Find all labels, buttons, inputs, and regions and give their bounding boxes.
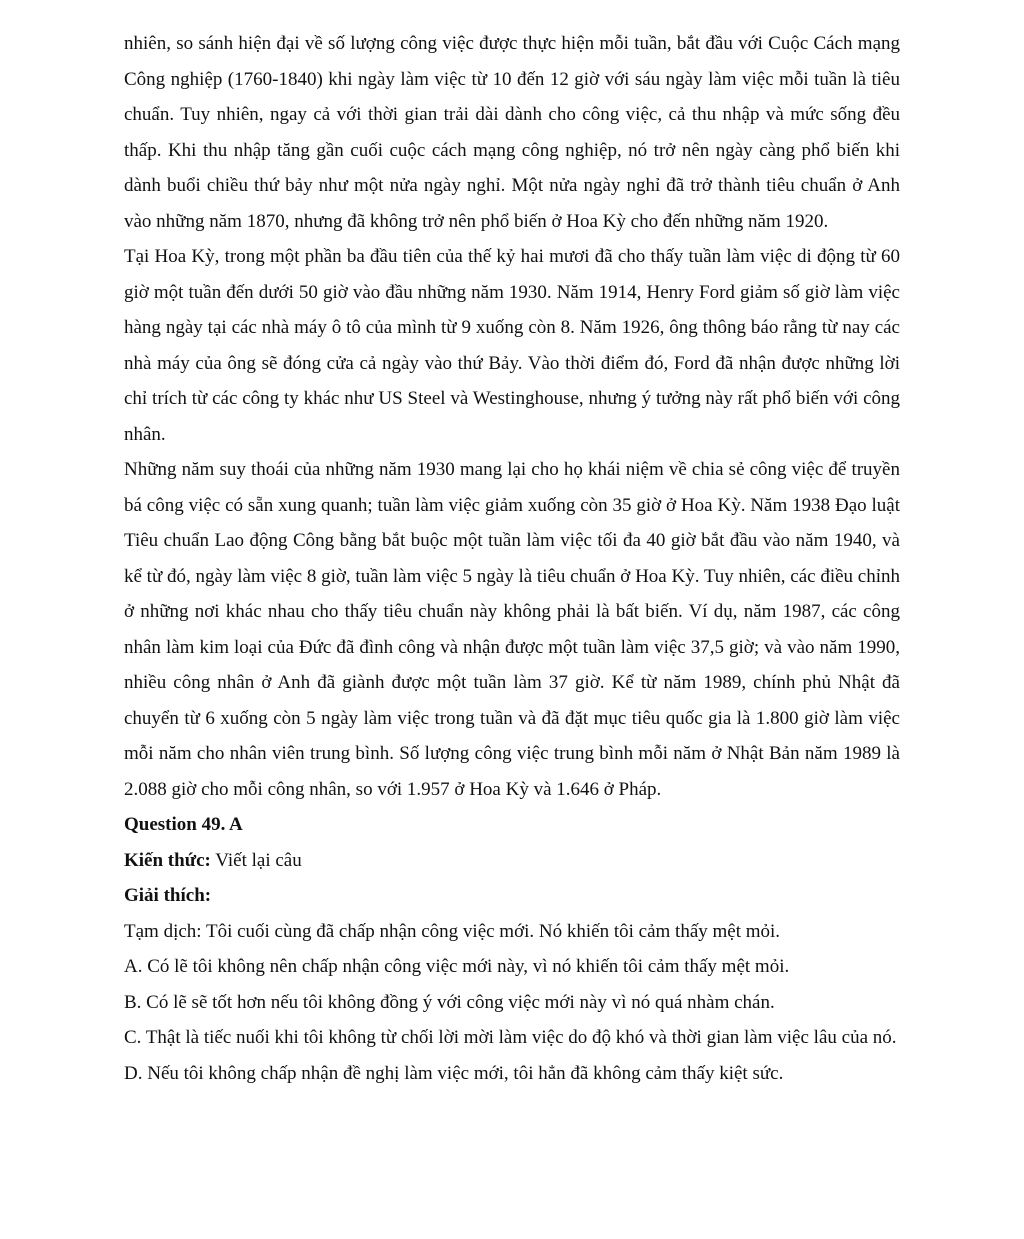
knowledge-line: [124, 843, 900, 879]
question-heading: Question 49. A: [124, 814, 243, 835]
option-a: A. Có lẽ tôi không nên chấp nhận công việc mới này, vì nó khiến tôi cảm thấy mệt mỏi.: [124, 956, 790, 977]
document-page: [124, 26, 900, 1091]
knowledge-label: Kiến thức:: [124, 849, 211, 871]
explain-label: Giải thích:: [124, 885, 212, 906]
paragraph-1: nhiên, so sánh hiện đại về số lượng công việc được thực hiện mỗi tuần, bắt đầu với Cuộc Cách mạng Công nghiệp (1760-1840) khi ngày làm việc từ 10 đến 12 giờ với sáu ngày làm việc mỗi tuần là tiêu chuẩn. Tuy nhiên, ngay cả với thời gian trải dài dành cho công việc, cả thu nhập và mức sống đều thấp. Khi thu nhập tăng gần cuối cuộc cách mạng công nghiệp, nó trở nên ngày càng phổ biến khi dành buổi chiều thứ bảy như một nửa ngày nghỉ. Một nửa ngày nghỉ đã trở thành tiêu chuẩn ở Anh vào những năm 1870, nhưng đã không trở nên phổ biến ở Hoa Kỳ cho đến những năm 1920.: [124, 33, 900, 232]
option-d: D. Nếu tôi không chấp nhận đề nghị làm việc mới, tôi hẳn đã không cảm thấy kiệt sức.: [124, 1062, 784, 1084]
option-b: B. Có lẽ sẽ tốt hơn nếu tôi không đồng ý với công việc mới này vì nó quá nhàm chán.: [124, 991, 775, 1013]
knowledge-value: Viết lại câu: [210, 849, 302, 871]
translation-line: Tạm dịch: Tôi cuối cùng đã chấp nhận công việc mới. Nó khiến tôi cảm thấy mệt mỏi.: [124, 920, 781, 942]
paragraph-2: Tại Hoa Kỳ, trong một phần ba đầu tiên của thế kỷ hai mươi đã cho thấy tuần làm việc di động từ 60 giờ một tuần đến dưới 50 giờ vào đầu những năm 1930. Năm 1914, Henry Ford giảm số giờ làm việc hàng ngày tại các nhà máy ô tô của mình từ 9 xuống còn 8. Năm 1926, ông thông báo rằng từ nay các nhà máy của ông sẽ đóng cửa cả ngày vào thứ Bảy. Vào thời điểm đó, Ford đã nhận được những lời chỉ trích từ các công ty khác như US Steel và Westinghouse, nhưng ý tưởng này rất phổ biến với công nhân.: [124, 246, 900, 445]
option-c: C. Thật là tiếc nuối khi tôi không từ chối lời mời làm việc do độ khó và thời gian làm việc lâu của nó.: [124, 1027, 897, 1048]
paragraph-3: Những năm suy thoái của những năm 1930 mang lại cho họ khái niệm về chia sẻ công việc để truyền bá công việc có sẵn xung quanh; tuần làm việc giảm xuống còn 35 giờ ở Hoa Kỳ. Năm 1938 Đạo luật Tiêu chuẩn Lao động Công bằng bắt buộc một tuần làm việc tối đa 40 giờ bắt đầu vào năm 1940, và kể từ đó, ngày làm việc 8 giờ, tuần làm việc 5 ngày là tiêu chuẩn ở Hoa Kỳ. Tuy nhiên, các điều chỉnh ở những nơi khác nhau cho thấy tiêu chuẩn này không phải là bất biến. Ví dụ, năm 1987, các công nhân làm kim loại của Đức đã đình công và nhận được một tuần làm việc 37,5 giờ; và vào năm 1990, nhiều công nhân ở Anh đã giành được một tuần làm 37 giờ. Kể từ năm 1989, chính phủ Nhật đã chuyển từ 6 xuống còn 5 ngày làm việc trong tuần và đã đặt mục tiêu quốc gia là 1.800 giờ làm việc mỗi năm cho nhân viên trung bình. Số lượng công việc trung bình mỗi năm ở Nhật Bản năm 1989 là 2.088 giờ cho mỗi công nhân, so với 1.957 ở Hoa Kỳ và 1.646 ở Pháp.: [124, 459, 900, 800]
